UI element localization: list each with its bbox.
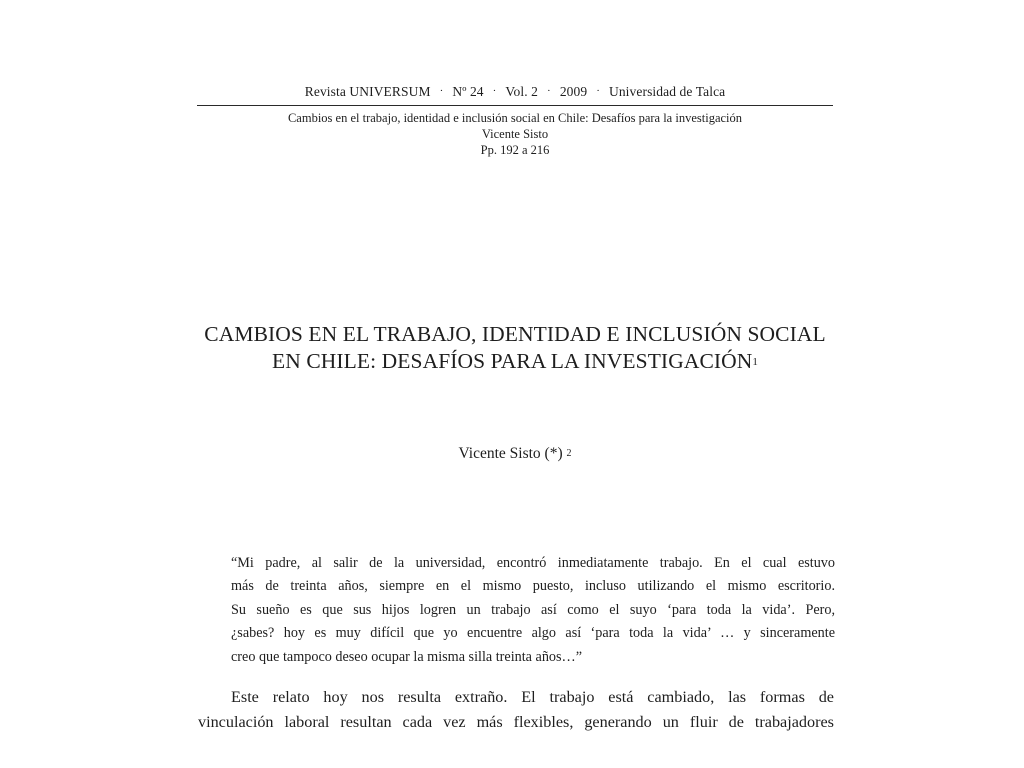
meta-article-title: Cambios en el trabajo, identidad e inclusión social en Chile: Desafíos para la investigación (287, 111, 743, 125)
quote-line: creo que tampoco deseo ocupar la misma silla treinta años…” (231, 648, 583, 665)
article-author (197, 445, 833, 463)
header-separator: · (547, 85, 551, 97)
body-line: Este relato hoy nos resulta extraño. El trabajo está cambiado, las formas de (231, 688, 834, 706)
journal-number: Nº 24 (452, 84, 484, 99)
author-footnote-ref: 2 (566, 448, 572, 459)
title-line-2-text: EN CHILE: DESAFÍOS PARA LA INVESTIGACIÓN (271, 349, 753, 373)
author-name: Vicente Sisto (*) (458, 445, 563, 462)
title-line-1: CAMBIOS EN EL TRABAJO, IDENTIDAD E INCLUSIÓN SOCIAL (204, 322, 826, 346)
title-footnote-ref: 1 (752, 356, 759, 368)
journal-volume: Vol. 2 (505, 84, 539, 99)
quote-line: “Mi padre, al salir de la universidad, encontró inmediatamente trabajo. En el cual estuvo (231, 555, 835, 571)
quote-line: Su sueño es que sus hijos logren un trabajo así como el suyo ‘para toda la vida’. Pero, (231, 601, 835, 618)
epigraph-quote (231, 552, 835, 669)
journal-header (197, 84, 833, 100)
meta-author: Vicente Sisto (481, 127, 549, 141)
body-paragraph (198, 685, 834, 734)
header-separator: · (596, 85, 600, 97)
quote-line: ¿sabes? hoy es muy difícil que yo encuentre algo así ‘para toda la vida’ … y sinceramente (231, 625, 835, 642)
journal-name: Revista UNIVERSUM (304, 84, 431, 99)
journal-university: Universidad de Talca (608, 84, 726, 99)
header-separator: · (439, 85, 444, 97)
title-line-2 (150, 348, 880, 379)
body-line: vinculación laboral resultan cada vez más flexibles, generando un fluir de trabajadores (198, 712, 834, 731)
article-title (150, 321, 880, 379)
meta-pages: Pp. 192 a 216 (480, 143, 550, 157)
journal-year: 2009 (559, 84, 588, 99)
header-separator: · (492, 85, 497, 97)
quote-line: más de treinta años, siempre en el mismo puesto, incluso utilizando el mismo escritorio. (231, 578, 835, 595)
header-rule (197, 105, 833, 106)
